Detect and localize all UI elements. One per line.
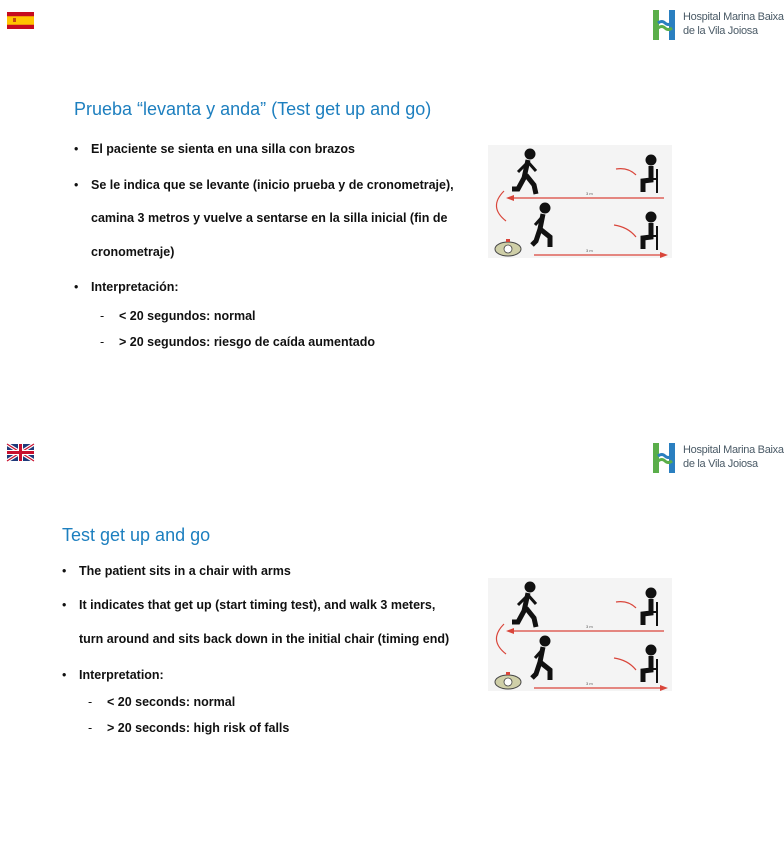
svg-text:3 m: 3 m bbox=[586, 248, 593, 253]
hospital-logo-icon bbox=[653, 10, 677, 40]
hospital-logo bbox=[653, 10, 784, 42]
list-item: • Interpretación: bbox=[74, 280, 179, 294]
list-item-continuation: camina 3 metros y vuelve a sentarse en la silla inicial (fin de bbox=[91, 211, 448, 225]
list-item: • El paciente se sienta en una silla con brazos bbox=[74, 142, 355, 156]
sub-list-item: - < 20 segundos: normal bbox=[100, 309, 256, 323]
logo-text: Hospital Marina Baixa de la Vila Joiosa bbox=[683, 11, 784, 37]
list-item: • The patient sits in a chair with arms bbox=[62, 564, 291, 578]
spain-flag-icon bbox=[7, 12, 34, 29]
get-up-and-go-illustration bbox=[488, 145, 672, 258]
sub-list-item: - > 20 seconds: high risk of falls bbox=[88, 721, 290, 735]
get-up-and-go-illustration bbox=[488, 578, 672, 691]
sub-list-item: - > 20 segundos: riesgo de caída aumentado bbox=[100, 335, 375, 349]
list-item-continuation: cronometraje) bbox=[91, 245, 175, 259]
distance-label: 3 m bbox=[586, 624, 593, 629]
list-item: • It indicates that get up (start timing test), and walk 3 meters, bbox=[62, 598, 436, 612]
list-item-continuation: turn around and sits back down in the initial chair (timing end) bbox=[79, 632, 450, 646]
sub-list-item: - < 20 seconds: normal bbox=[88, 695, 236, 709]
hospital-logo-icon bbox=[653, 443, 677, 473]
logo-text: Hospital Marina Baixa de la Vila Joiosa bbox=[683, 444, 784, 470]
svg-text:3 m: 3 m bbox=[586, 681, 593, 686]
slide-title: Prueba “levanta y anda” (Test get up and go) bbox=[74, 99, 432, 119]
list-item: • Se le indica que se levante (inicio prueba y de cronometraje), bbox=[74, 178, 454, 192]
distance-label: 3 m bbox=[586, 191, 593, 196]
hospital-logo bbox=[653, 443, 784, 475]
list-item: • Interpretation: bbox=[62, 668, 164, 682]
slide-title: Test get up and go bbox=[62, 525, 211, 545]
uk-flag-icon bbox=[7, 444, 34, 461]
